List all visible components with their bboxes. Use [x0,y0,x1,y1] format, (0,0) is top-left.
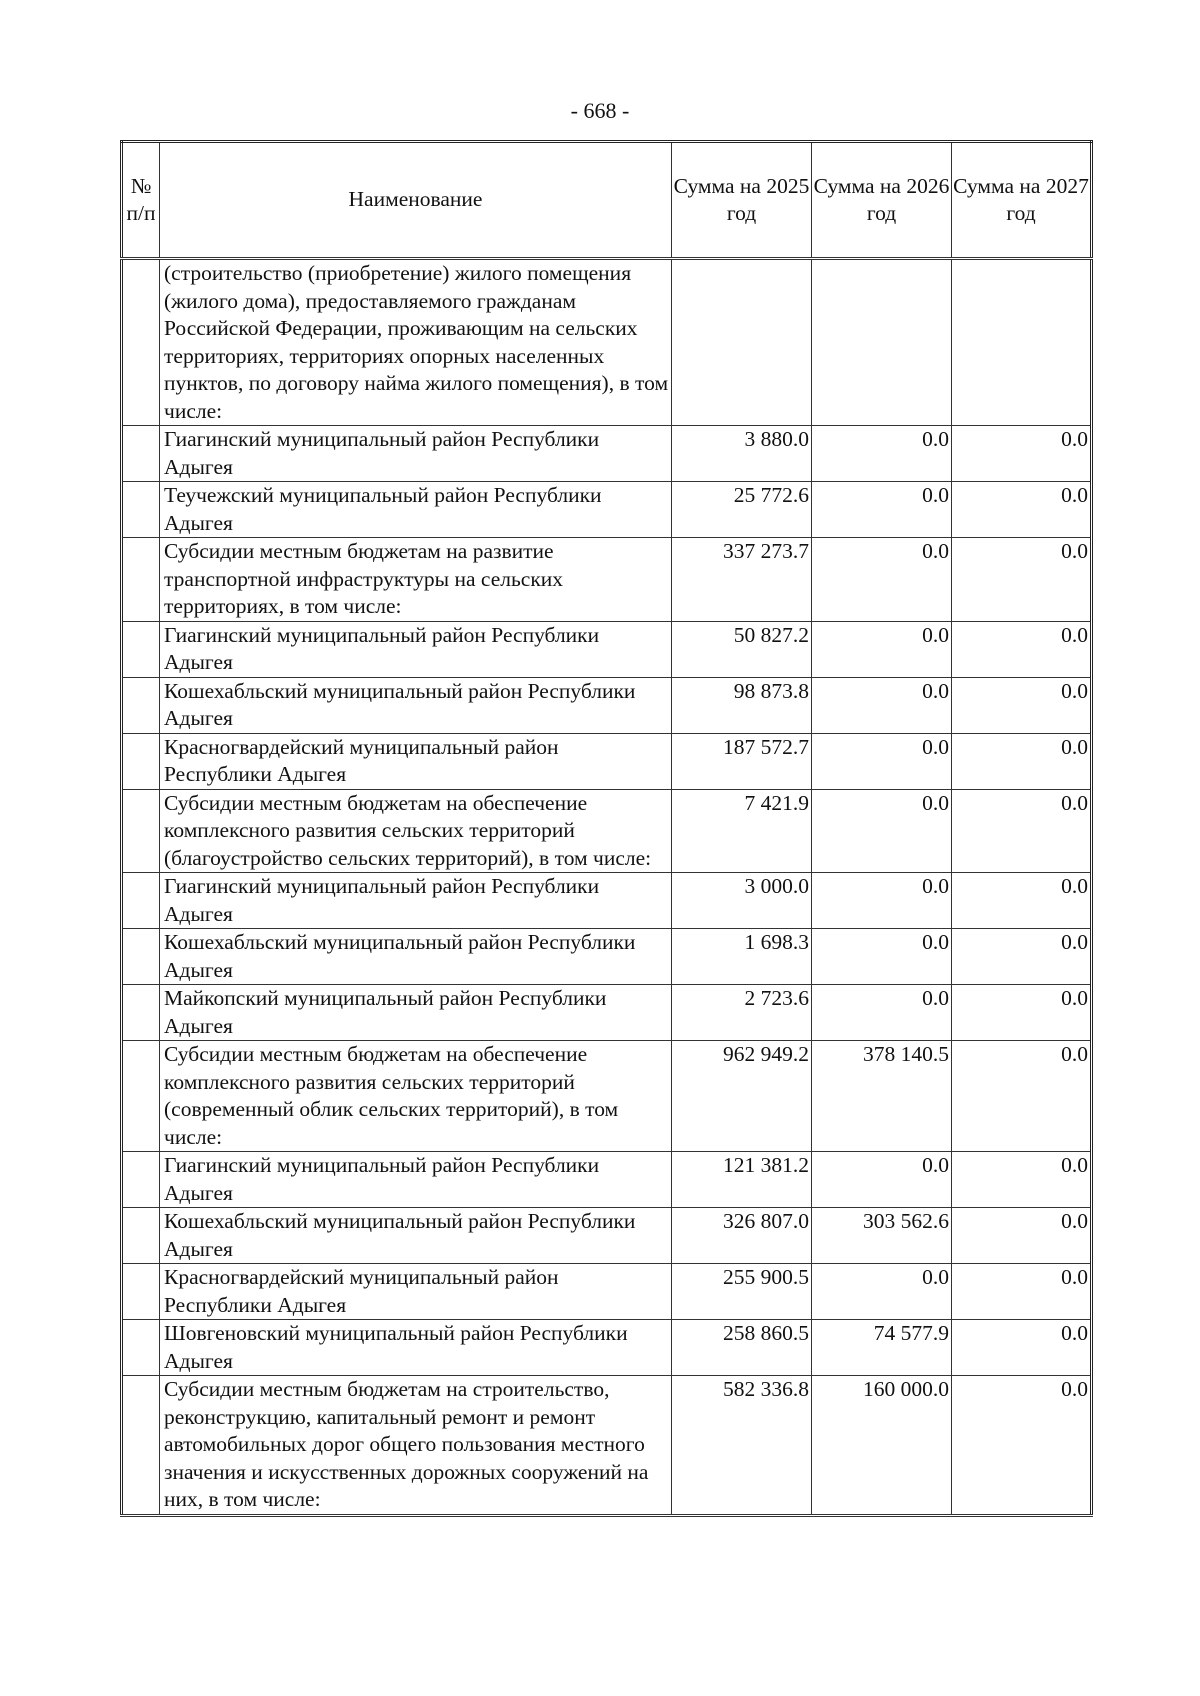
row-sum-2025-cell: 2 723.6 [672,985,812,1041]
row-sum-2027-cell: 0.0 [952,538,1092,622]
row-sum-2027-cell: 0.0 [952,1152,1092,1208]
row-number-cell [122,929,160,985]
table-row [122,621,1092,677]
row-number-cell [122,1376,160,1516]
table-header-row [122,142,1092,259]
row-name-cell: Субсидии местным бюджетам на строительство, реконструкцию, капитальный ремонт и ремонт автомобильных дорог общего пользования местного значения и искусственных дорожных сооружений на них, в том числе: [160,1376,672,1516]
row-sum-2027-cell: 0.0 [952,929,1092,985]
row-sum-2025-cell: 337 273.7 [672,538,812,622]
row-sum-2025-cell: 187 572.7 [672,733,812,789]
row-sum-2027-cell: 0.0 [952,482,1092,538]
row-sum-2027-cell: 0.0 [952,426,1092,482]
row-sum-2027-cell: 0.0 [952,1264,1092,1320]
table-row [122,1152,1092,1208]
row-name-cell: Майкопский муниципальный район Республики Адыгея [160,985,672,1041]
header-sum-2025: Сумма на 2025 год [672,142,812,259]
row-sum-2025-cell: 121 381.2 [672,1152,812,1208]
page-number: - 668 - [570,98,630,123]
row-sum-2025-cell: 50 827.2 [672,621,812,677]
row-sum-2025-cell: 962 949.2 [672,1041,812,1152]
row-sum-2027-cell: 0.0 [952,873,1092,929]
row-sum-2026-cell: 0.0 [812,733,952,789]
row-sum-2026-cell: 74 577.9 [812,1320,952,1376]
row-name-cell: Теучежский муниципальный район Республики Адыгея [160,482,672,538]
header-name: Наименование [160,142,672,259]
row-sum-2025-cell: 582 336.8 [672,1376,812,1516]
row-sum-2026-cell: 303 562.6 [812,1208,952,1264]
row-number-cell [122,259,160,426]
row-name-cell: Гиагинский муниципальный район Республики Адыгея [160,426,672,482]
table-row [122,1376,1092,1516]
row-sum-2027-cell [952,259,1092,426]
row-number-cell [122,677,160,733]
row-sum-2026-cell: 160 000.0 [812,1376,952,1516]
table-row [122,426,1092,482]
row-sum-2027-cell: 0.0 [952,1208,1092,1264]
header-sum-2027: Сумма на 2027 год [952,142,1092,259]
row-name-cell: Кошехабльский муниципальный район Республики Адыгея [160,929,672,985]
row-sum-2026-cell: 0.0 [812,538,952,622]
row-number-cell [122,985,160,1041]
row-sum-2025-cell: 326 807.0 [672,1208,812,1264]
row-number-cell [122,1208,160,1264]
row-name-cell: (строительство (приобретение) жилого помещения (жилого дома), предоставляемого гражданам Российской Федерации, проживающим на сельских территориях, территориях опорных населенных пунктов, по договору найма жилого помещения), в том числе: [160,259,672,426]
row-sum-2025-cell: 25 772.6 [672,482,812,538]
row-number-cell [122,538,160,622]
row-sum-2025-cell: 3 880.0 [672,426,812,482]
header-number: № п/п [122,142,160,259]
table-row [122,929,1092,985]
row-name-cell: Красногвардейский муниципальный район Республики Адыгея [160,1264,672,1320]
row-name-cell: Гиагинский муниципальный район Республики Адыгея [160,621,672,677]
row-number-cell [122,1264,160,1320]
row-name-cell: Субсидии местным бюджетам на обеспечение комплексного развития сельских территорий (благоустройство сельских территорий), в том числе: [160,789,672,873]
table-body [122,259,1092,1516]
row-number-cell [122,426,160,482]
table-row [122,873,1092,929]
row-number-cell [122,482,160,538]
row-number-cell [122,1152,160,1208]
row-name-cell: Гиагинский муниципальный район Республики Адыгея [160,1152,672,1208]
row-sum-2025-cell: 258 860.5 [672,1320,812,1376]
row-name-cell: Кошехабльский муниципальный район Республики Адыгея [160,677,672,733]
header-sum-2026: Сумма на 2026 год [812,142,952,259]
row-name-cell: Гиагинский муниципальный район Республики Адыгея [160,873,672,929]
row-sum-2025-cell: 1 698.3 [672,929,812,985]
row-sum-2026-cell: 0.0 [812,426,952,482]
row-number-cell [122,789,160,873]
row-number-cell [122,621,160,677]
row-sum-2025-cell: 7 421.9 [672,789,812,873]
row-name-cell: Субсидии местным бюджетам на обеспечение комплексного развития сельских территорий (современный облик сельских территорий), в том числе: [160,1041,672,1152]
row-sum-2026-cell: 0.0 [812,985,952,1041]
row-number-cell [122,733,160,789]
row-sum-2027-cell: 0.0 [952,621,1092,677]
budget-table [120,140,1093,1517]
row-sum-2027-cell: 0.0 [952,789,1092,873]
row-sum-2026-cell: 0.0 [812,1152,952,1208]
row-sum-2026-cell: 0.0 [812,677,952,733]
row-name-cell: Шовгеновский муниципальный район Республики Адыгея [160,1320,672,1376]
table-row [122,789,1092,873]
table-row [122,259,1092,426]
row-name-cell: Субсидии местным бюджетам на развитие транспортной инфраструктуры на сельских территориях, в том числе: [160,538,672,622]
row-sum-2026-cell: 378 140.5 [812,1041,952,1152]
table-row [122,1208,1092,1264]
table-row [122,677,1092,733]
row-number-cell [122,1320,160,1376]
row-sum-2027-cell: 0.0 [952,985,1092,1041]
row-sum-2027-cell: 0.0 [952,1041,1092,1152]
table-row [122,1041,1092,1152]
row-sum-2026-cell: 0.0 [812,1264,952,1320]
table-row [122,538,1092,622]
row-sum-2026-cell: 0.0 [812,873,952,929]
row-sum-2027-cell: 0.0 [952,677,1092,733]
row-sum-2027-cell: 0.0 [952,733,1092,789]
row-number-cell [122,1041,160,1152]
row-name-cell: Красногвардейский муниципальный район Республики Адыгея [160,733,672,789]
table-row [122,985,1092,1041]
table-row [122,1264,1092,1320]
row-sum-2026-cell: 0.0 [812,621,952,677]
row-sum-2025-cell: 98 873.8 [672,677,812,733]
row-sum-2026-cell [812,259,952,426]
row-number-cell [122,873,160,929]
row-sum-2025-cell: 3 000.0 [672,873,812,929]
row-sum-2027-cell: 0.0 [952,1320,1092,1376]
row-name-cell: Кошехабльский муниципальный район Республики Адыгея [160,1208,672,1264]
table-row [122,1320,1092,1376]
row-sum-2027-cell: 0.0 [952,1376,1092,1516]
row-sum-2026-cell: 0.0 [812,929,952,985]
row-sum-2026-cell: 0.0 [812,482,952,538]
row-sum-2026-cell: 0.0 [812,789,952,873]
table-row [122,733,1092,789]
table-row [122,482,1092,538]
row-sum-2025-cell: 255 900.5 [672,1264,812,1320]
row-sum-2025-cell [672,259,812,426]
